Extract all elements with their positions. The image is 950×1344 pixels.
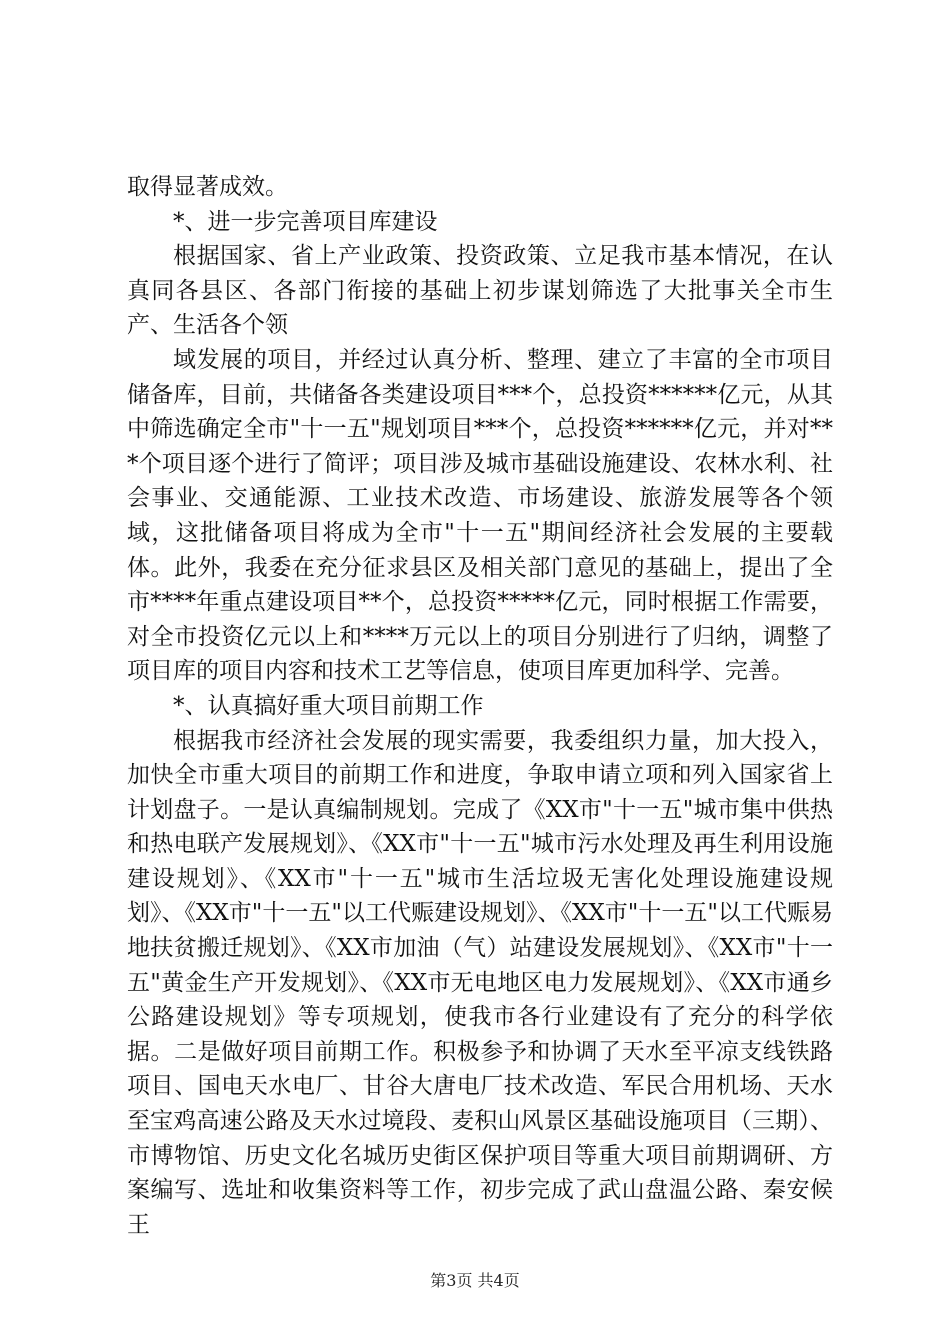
page-footer [0,1268,950,1291]
paragraph-project-library-intro: 根据国家、省上产业政策、投资政策、立足我市基本情况，在认真同各县区、各部门衔接的基础上初步谋划筛选了大批事关全市生产、生活各个领 [127,243,833,339]
paragraph-project-library-details: 域发展的项目，并经过认真分析、整理、建立了丰富的全市项目储备库，目前，共储备各类建设项目***个，总投资******亿元，从其中筛选确定全市"十一五"规划项目***个，总投资******亿元，并对***个项目逐个进行了简评；项目涉及城市基础设施建设、农林水利、社会事业、交通能源、工业技术改造、市场建设、旅游发展等各个领域，这批储备项目将成为全市"十一五"期间经济社会发展的主要载体。此外，我委在充分征求县区及相关部门意见的基础上，提出了全市****年重点建设项目**个，总投资*****亿元，同时根据工作需要，对全市投资亿元以上和****万元以上的项目分别进行了归纳，调整了项目库的项目内容和技术工艺等信息，使项目库更加科学、完善。 [127,346,833,685]
document-body [127,170,833,1242]
paragraph-continued: 取得显著成效。 [127,174,288,200]
paragraph-preliminary-work: 根据我市经济社会发展的现实需要，我委组织力量，加大投入，加快全市重大项目的前期工作和进度，争取申请立项和列入国家省上计划盘子。一是认真编制规划。完成了《XX市"十一五"城市集中供热和热电联产发展规划》、《XX市"十一五"城市污水处理及再生利用设施建设规划》、《XX市"十一五"城市生活垃圾无害化处理设施建设规划》、《XX市"十一五"以工代赈建设规划》、《XX市"十一五"以工代赈易地扶贫搬迁规划》、《XX市加油（气）站建设发展规划》、《XX市"十一五"黄金生产开发规划》、《XX市无电地区电力发展规划》、《XX市通乡公路建设规划》等专项规划，使我市各行业建设有了充分的科学依据。二是做好项目前期工作。积极参予和协调了天水至平凉支线铁路项目、国电天水电厂、甘谷大唐电厂技术改造、军民合用机场、天水至宝鸡高速公路及天水过境段、麦积山风景区基础设施项目（三期）、市博物馆、历史文化名城历史街区保护项目等重大项目前期调研、方案编写、选址和收集资料等工作，初步完成了武山盘温公路、秦安候王 [127,727,833,1238]
section-heading-project-library: *、进一步完善项目库建设 [173,208,438,235]
page-number-label: 第3页 共4页 [430,1271,520,1290]
section-heading-preliminary-work: *、认真搞好重大项目前期工作 [173,692,484,719]
